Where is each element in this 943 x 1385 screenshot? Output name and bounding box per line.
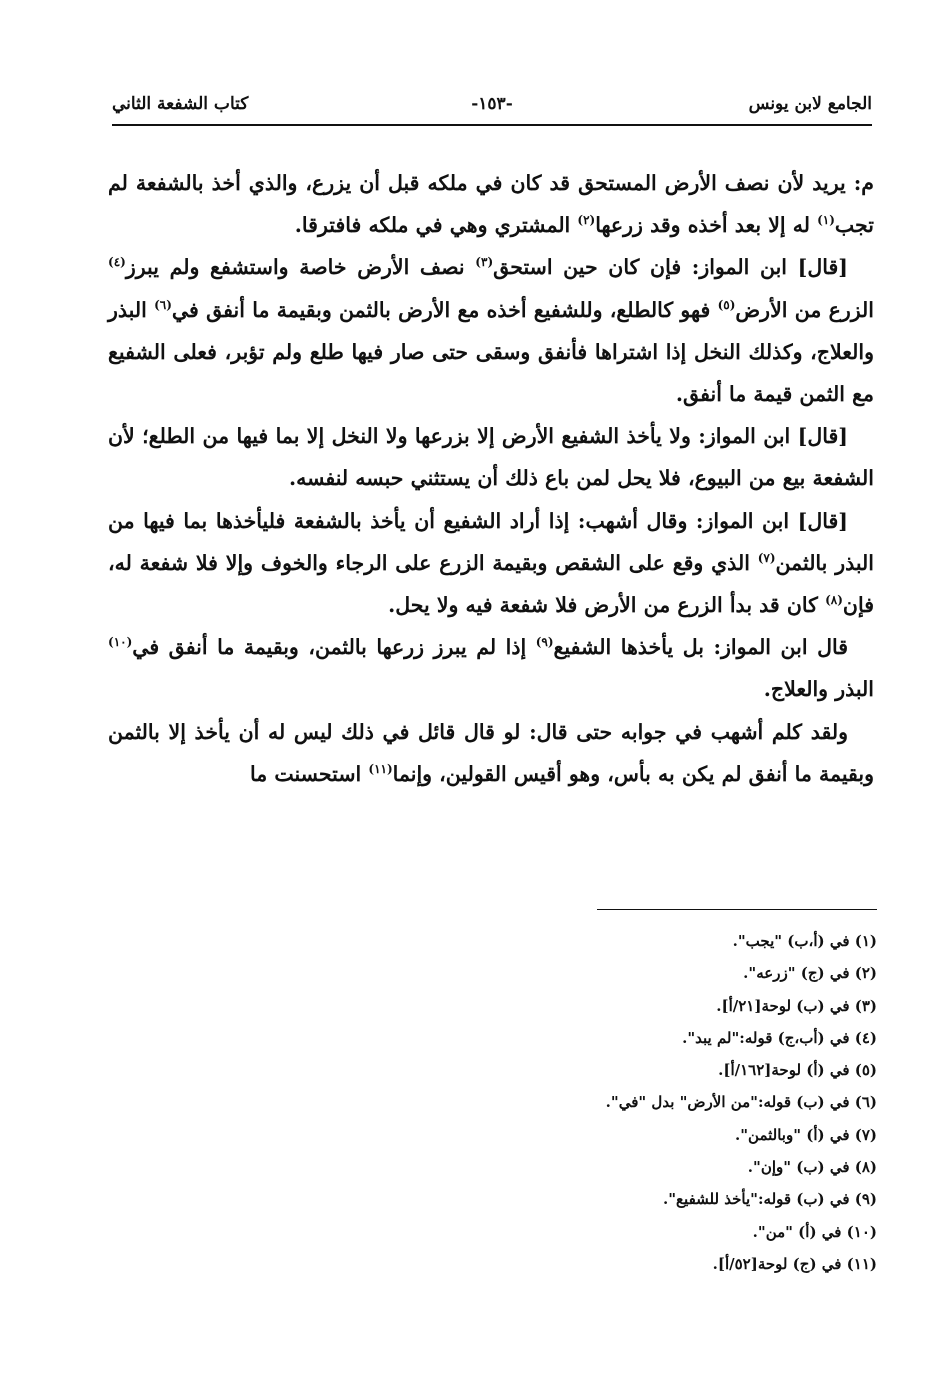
paragraph-3: [قال] ابن المواز: ولا يأخذ الشفيع الأرض إلا بزرعها ولا النخل إلا بما فيها من الطلع؛ لأن الشفعة بيع من البيوع، فلا يحل لمن باع ذلك أن يستثني حبسه لنفسه. (108, 424, 874, 491)
footnote-ref: (٦) (154, 297, 172, 312)
footnote-separator (597, 909, 877, 910)
footnote-4: (٤) في (أب،ج) قوله:"لم يبد". (682, 1028, 877, 1047)
footnote-ref: (٢) (577, 213, 596, 228)
footnote-8: (٨) في (ب) "وإن". (747, 1158, 877, 1177)
header-rule (112, 124, 872, 126)
footnote-ref: (٧) (757, 551, 776, 565)
footnote-2: (٢) في (ج) "زرعه". (743, 964, 877, 983)
footnote-ref: (٤) (108, 255, 126, 270)
footnotes (577, 925, 877, 1280)
main-text (108, 162, 874, 795)
footnote-ref: (١٠) (108, 635, 133, 650)
page-header (112, 94, 872, 124)
paragraph-4: [قال] ابن المواز: وقال أشهب: إذا أراد الشفيع أن يأخذ بالشفعة فليأخذها بما فيها من البذر بالثمن$^{(٧)}$ الذي وقع على الشقص وبقيمة الزرع على الرجاء والخوف وإلا فلا شفعة له، فإن$^{(٨)}$ كان قد بدأ الزرع من الأرض فلا شفعة فيه ولا يحل. (108, 508, 874, 618)
footnote-ref: (٨) (825, 593, 843, 608)
paragraph-5: قال ابن المواز: بل يأخذها الشفيع$^{(٩)}$ إذا لم يبرز زرعها بالثمن، وبقيمة ما أنفق في$^{(١٠)}$ البذر والعلاج. (108, 635, 874, 702)
footnote-ref: (٥) (717, 297, 736, 312)
footnote-9: (٩) في (ب) قوله:"يأخذ للشفيع". (663, 1190, 877, 1209)
page-number: -١٥٣- (471, 94, 513, 114)
footnote-ref: (١) (817, 213, 835, 228)
footnote-ref: (٩) (535, 635, 554, 650)
footnote-ref: (١١) (368, 762, 393, 777)
chapter-title: كتاب الشفعة الثاني (112, 94, 249, 114)
book-title: الجامع لابن يونس (748, 94, 872, 114)
paragraph-2: [قال] ابن المواز: فإن كان حين استحق$^{(٣)}$ نصف الأرض خاصة واستشفع ولم يبرز$^{(٤)}$ الزرع من الأرض$^{(٥)}$ فهو كالطلع، وللشفيع أخذه مع الأرض بالثمن وبقيمة ما أنفق في$^{(٦)}$ البذر والعلاج، وكذلك النخل إذا اشتراها فأنفق وسقى حتى صار فيها طلع ولم تؤبر، فعلى الشفيع مع الثمن قيمة ما أنفق. (108, 255, 874, 407)
footnote-11: (١١) في (ج) لوحة[٥٢/أ]. (712, 1254, 877, 1273)
footnote-5: (٥) في (أ) لوحة[١٦٢/أ]. (718, 1061, 877, 1080)
footnote-1: (١) في (أ،ب) "يجب". (732, 932, 877, 950)
footnote-10: (١٠) في (أ) "من". (752, 1222, 877, 1241)
paragraph-1: م: يريد لأن نصف الأرض المستحق قد كان في ملكه قبل أن يزرع، والذي أخذ بالشفعة لم تجب$^{(١)}$ له إلا بعد أخذه وقد زرعها$^{(٢)}$ المشتري وهي في ملكه فافترقا. (108, 171, 874, 238)
footnote-ref: (٣) (475, 255, 494, 270)
paragraph-6: ولقد كلم أشهب في جوابه حتى قال: لو قال قائل في ذلك ليس له أن يأخذ إلا بالثمن وبقيمة ما أنفق لم يكن به بأس، وهو أقيس القولين، وإنما$^{(١١)}$ استحسنت ما (108, 719, 874, 786)
footnote-3: (٣) في (ب) لوحة[٢١/أ]. (716, 996, 877, 1015)
footnote-7: (٧) في (أ) "وبالثمن". (735, 1125, 877, 1144)
footnote-6: (٦) في (ب) قوله:"من الأرض" بدل "في". (605, 1093, 877, 1112)
